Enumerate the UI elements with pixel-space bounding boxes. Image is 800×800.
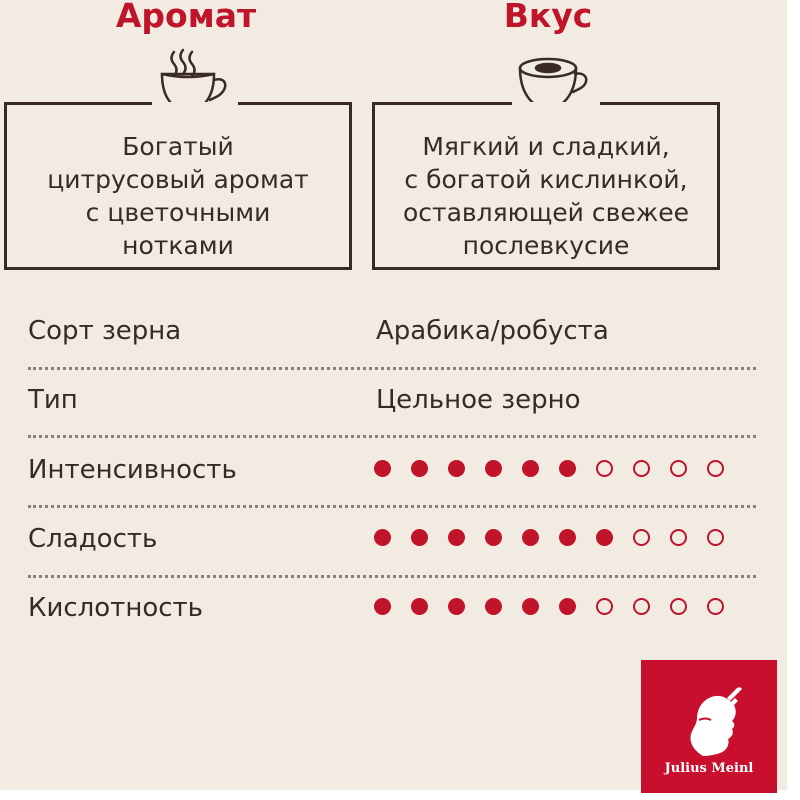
rating-dot-empty	[670, 460, 687, 477]
rating-dot-empty	[633, 460, 650, 477]
row-divider	[28, 435, 756, 438]
rating-dot-empty	[596, 598, 613, 615]
rating-dot-empty	[596, 460, 613, 477]
rating-dot-filled	[485, 598, 502, 615]
rating-dot-empty	[633, 598, 650, 615]
sweetness-row	[28, 519, 758, 559]
acidity-rating	[374, 598, 744, 615]
rating-dot-filled	[411, 460, 428, 477]
rating-dot-filled	[448, 460, 465, 477]
sweetness-rating	[374, 529, 744, 546]
intensity-row	[28, 450, 758, 490]
rating-dot-filled	[374, 460, 391, 477]
rating-dot-filled	[374, 529, 391, 546]
julius-meinl-logo	[641, 660, 777, 793]
rating-dot-filled	[522, 598, 539, 615]
rating-dot-filled	[522, 529, 539, 546]
bean-variety-value: Арабика/робуста	[376, 316, 609, 346]
rating-dot-filled	[411, 598, 428, 615]
rating-dot-empty	[670, 529, 687, 546]
rating-dot-empty	[707, 529, 724, 546]
sweetness-label: Сладость	[28, 524, 158, 554]
rating-dot-filled	[559, 460, 576, 477]
aroma-description: Богатый цитрусовый аромат с цветочными нотками	[47, 132, 309, 260]
rating-dot-filled	[448, 598, 465, 615]
rating-dot-filled	[559, 598, 576, 615]
rating-dot-filled	[374, 598, 391, 615]
bean-variety-label: Сорт зерна	[28, 316, 182, 346]
taste-box-top-left-border	[372, 102, 512, 105]
bean-variety-row	[28, 311, 758, 351]
rating-dot-empty	[707, 460, 724, 477]
rating-dot-filled	[411, 529, 428, 546]
brand-name: Julius Meinl	[664, 761, 754, 776]
row-divider	[28, 505, 756, 508]
intensity-rating	[374, 460, 744, 477]
acidity-label: Кислотность	[28, 593, 203, 623]
aroma-title: Аромат	[115, 0, 257, 35]
aroma-description-box	[4, 102, 352, 270]
rating-dot-filled	[522, 460, 539, 477]
rating-dot-filled	[485, 529, 502, 546]
acidity-row	[28, 588, 758, 628]
taste-description-box	[372, 102, 720, 270]
rating-dot-filled	[596, 529, 613, 546]
rating-dot-empty	[633, 529, 650, 546]
row-divider	[28, 575, 756, 578]
rating-dot-filled	[485, 460, 502, 477]
rating-dot-empty	[707, 598, 724, 615]
row-divider	[28, 367, 756, 370]
aroma-box-top-right-border	[238, 102, 352, 105]
bean-type-row	[28, 380, 758, 420]
taste-box-top-right-border	[600, 102, 720, 105]
rating-dot-filled	[448, 529, 465, 546]
aroma-box-top-left-border	[4, 102, 152, 105]
bean-type-value: Цельное зерно	[376, 385, 581, 415]
rating-dot-filled	[559, 529, 576, 546]
taste-description: Мягкий и сладкий, с богатой кислинкой, оставляющей свежее послевкусие	[403, 132, 689, 260]
intensity-label: Интенсивность	[28, 455, 237, 485]
taste-title: Вкус	[503, 0, 593, 35]
rating-dot-empty	[670, 598, 687, 615]
moor-silhouette-icon	[641, 660, 777, 770]
bean-type-label: Тип	[28, 385, 78, 415]
